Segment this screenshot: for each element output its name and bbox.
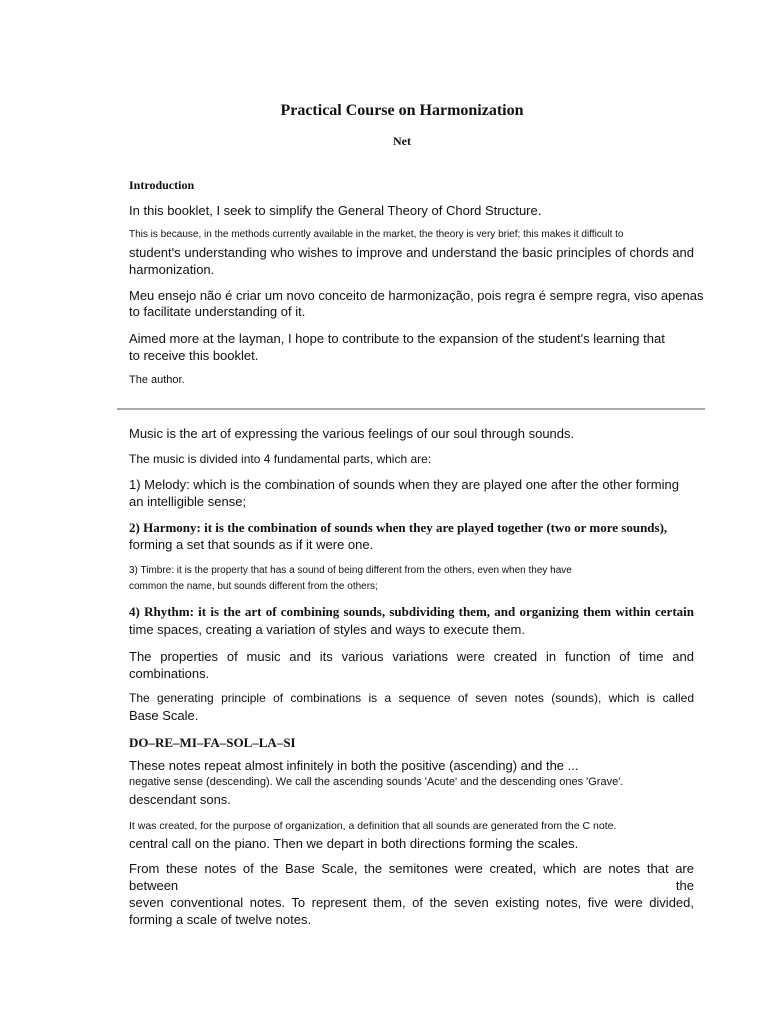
text-line: negative sense (descending). We call the ascending sounds 'Acute' and the descending ones 'Grave'.: [129, 776, 624, 788]
section-divider: [117, 408, 705, 410]
timbre-item: [129, 563, 694, 595]
text-line: forming a scale of twelve notes.: [129, 912, 312, 927]
text-line: From these notes of the Base Scale, the semitones were created, which are notes that are between the: [129, 861, 694, 893]
created-paragraph: [129, 818, 694, 852]
music-parts-intro: The music is divided into 4 fundamental parts, which are:: [129, 452, 432, 466]
rhythm-item: [129, 603, 694, 639]
intro-aim-paragraph: [129, 288, 704, 320]
text-line: 4) Rhythm: it is the art of combining sounds, subdividing them, and organizing them within certain: [129, 604, 694, 619]
text-line: central call on the piano. Then we depart in both directions forming the scales.: [129, 836, 579, 851]
text-line: 1) Melody: which is the combination of sounds when they are played one after the other forming: [129, 477, 679, 492]
text-line: Base Scale.: [129, 708, 199, 723]
text-line: descendant sons.: [129, 792, 231, 807]
text-line: to facilitate understanding of it.: [129, 304, 306, 319]
text-line: common the name, but sounds different from the others;: [129, 581, 378, 592]
base-scale-notes: DO–RE–MI–FA–SOL–LA–SI: [129, 735, 296, 750]
text-line: 2) Harmony: it is the combination of sounds when they are played together (two or more sounds),: [129, 520, 668, 535]
text-line: The generating principle of combinations is a sequence of seven notes (sounds), which is called: [129, 691, 694, 705]
properties-paragraph: [129, 648, 694, 682]
music-definition: Music is the art of expressing the various feelings of our soul through sounds.: [129, 426, 575, 441]
intro-layman-paragraph: [129, 330, 694, 364]
text-line: an intelligible sense;: [129, 494, 247, 509]
text-line: It was created, for the purpose of organization, a definition that all sounds are generated from the C note.: [129, 820, 617, 832]
intro-note-line: [129, 228, 694, 242]
semitones-paragraph: [129, 860, 694, 928]
text-line: harmonization.: [129, 262, 215, 277]
document-subtitle: Net: [393, 134, 411, 148]
text-line: seven conventional notes. To represent them, of the seven existing notes, five were divided,: [129, 895, 694, 910]
text-line: 3) Timbre: it is the property that has a sound of being different from the others, even when they have: [129, 565, 572, 576]
text-line: to receive this booklet.: [129, 348, 259, 363]
repeat-paragraph: [129, 757, 694, 808]
text-line: These notes repeat almost infinitely in both the positive (ascending) and the ...: [129, 758, 579, 773]
generating-paragraph: [129, 689, 694, 725]
text-line: time spaces, creating a variation of styles and ways to execute them.: [129, 622, 525, 637]
text-line: combinations.: [129, 666, 210, 681]
harmony-item: [129, 519, 694, 553]
text-line: This is because, in the methods currently available in the market, the theory is very brief; this makes it difficult to: [129, 229, 624, 240]
introduction-heading: Introduction: [129, 178, 195, 192]
melody-item: [129, 476, 694, 510]
intro-paragraph: In this booklet, I seek to simplify the General Theory of Chord Structure.: [129, 203, 542, 218]
author-signature: The author.: [129, 374, 185, 386]
text-line: forming a set that sounds as if it were one.: [129, 537, 374, 552]
text-line: Meu ensejo não é criar um novo conceito de harmonização, pois regra é sempre regra, viso apenas: [129, 288, 704, 303]
intro-note-paragraph: [129, 244, 694, 278]
text-line: Aimed more at the layman, I hope to contribute to the expansion of the student's learning that: [129, 331, 665, 346]
document-title: Practical Course on Harmonization: [280, 102, 524, 119]
text-line: student's understanding who wishes to improve and understand the basic principles of chords and: [129, 245, 694, 260]
text-line: The properties of music and its various variations were created in function of time and: [129, 649, 694, 664]
